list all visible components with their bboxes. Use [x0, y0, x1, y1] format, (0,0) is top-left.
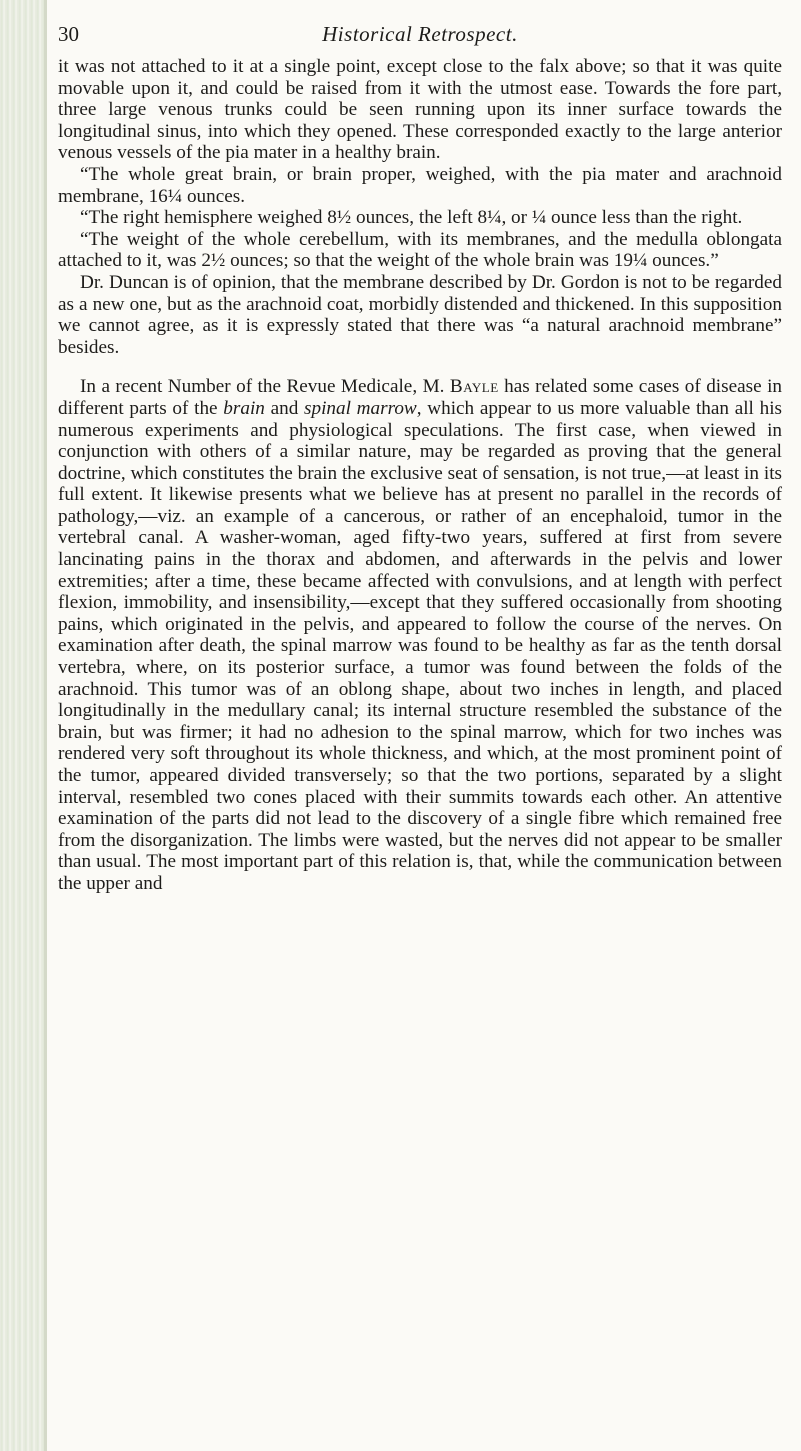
paragraph-falx-description: it was not attached to it at a single point, except close to the falx above; so that it was quite movable upon it, and could be raised from it with the utmost ease. Towards the fore part, three large venous trunks could be seen running upon its inner surface towards the longitudinal sinus, into which they opened. These corresponded exactly to the large anterior venous vessels of the pia mater in a healthy brain. — [58, 56, 782, 164]
conjunction-and: and — [264, 397, 305, 419]
term-brain: brain — [223, 397, 265, 419]
page-number: 30 — [58, 22, 79, 46]
paragraph-cerebellum-weight: “The weight of the whole cerebellum, with its membranes, and the medulla oblongata attached to it, was 2½ ounces; so that the weight of the whole brain was 19¼ ounces.” — [58, 228, 782, 272]
running-head — [58, 22, 782, 56]
bayle-case-text: , which appear to us more valuable than all his numerous experiments and physiological speculations. The first case, when viewed in conjunction with others of a similar nature, may be regarded as proving that the general doctrine, which constitutes the brain the exclusive seat of sensation, is not true,—at least in its full extent. It likewise presents what we believe has at present no parallel in the records of pathology,—viz. an example of a cancerous, or rather of an encephaloid, tumor in the vertebral canal. A washer-woman, aged fifty-two years, suffered at first from severe lancinating pains in the thorax and abdomen, and afterwards in the pelvis and lower extremities; after a time, these became affected with convulsions, and at length with perfect flexion, immobility, and insensibility,—except that they suffered occasionally from shooting pains, which originated in the pelvis, and appeared to follow the course of the nerves. On examination after death, the spinal marrow was found to be healthy as far as the tenth dorsal vertebra, where, on its posterior surface, a tumor was found between the folds of the arachnoid. This tumor was of an oblong shape, about two inches in length, and placed longitudinally in the medullary canal; its internal structure resembled the substance of the brain, but was firmer; it had no adhesion to the spinal marrow, which for two inches was rendered very soft throughout its whole thickness, and which, at the most prominent point of the tumor, appeared divided transversely; so that the two portions, separated by a slight interval, resembled two cones placed with their summits towards each other. An attentive examination of the parts did not lead to the discovery of a single fibre which remained free from the disorganization. The limbs were wasted, but the nerves did not appear to be smaller than usual. The most important part of this relation is, that, while the communication between the upper and — [58, 397, 782, 894]
binding-edge-shadow — [44, 0, 47, 1451]
paragraph-bayle-cases — [58, 376, 782, 894]
bayle-intro-text: In a recent Number of the Revue Medicale, M. — [80, 376, 450, 398]
paragraph-brain-weight: “The whole great brain, or brain proper, weighed, with the pia mater and arachnoid membrane, 16¼ ounces. — [58, 163, 782, 207]
paragraph-hemisphere-weight: “The right hemisphere weighed 8½ ounces, the left 8¼, or ¼ ounce less than the right. — [80, 207, 743, 229]
bayle-text-part: has related some cases of disease in different parts of the — [58, 376, 782, 419]
term-spinal-marrow: spinal marrow — [304, 397, 417, 419]
body-text — [58, 56, 782, 895]
book-binding-gutter — [0, 0, 46, 1451]
paragraph-duncan-opinion: Dr. Duncan is of opinion, that the membrane described by Dr. Gordon is not to be regarded as a new one, but as the arachnoid coat, morbidly distended and thickened. In this supposition we cannot agree, as it is expressly stated that there was “a natural arachnoid membrane” besides. — [58, 271, 782, 358]
running-title: Historical Retrospect. — [322, 22, 518, 46]
book-page — [58, 22, 782, 895]
author-name-bayle: Bayle — [449, 376, 499, 398]
